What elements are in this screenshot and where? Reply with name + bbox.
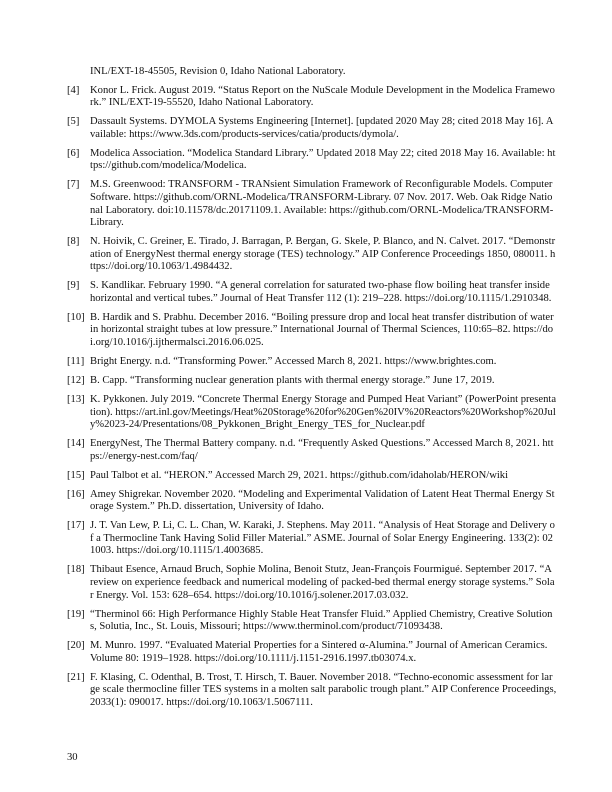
reference-text: Bright Energy. n.d. “Transforming Power.” Accessed March 8, 2021. https://www.brightes.com.	[90, 356, 497, 368]
reference-item	[67, 148, 557, 173]
reference-continuation: INL/EXT-18-45505, Revision 0, Idaho National Laboratory.	[90, 66, 346, 77]
reference-text: Konor L. Frick. August 2019. “Status Report on the NuScale Module Development in the Modelica Framework.” INL/EXT-19-55520, Idaho National Laboratory.	[90, 84, 555, 109]
reference-number: [21]	[67, 671, 85, 683]
reference-text: M.S. Greenwood: TRANSFORM - TRANsient Simulation Framework of Reconfigurable Models. Computer Software. https://github.com/ORNL-Modelica/TRANSFORM-Library. 07 Nov. 2017. Web. Oak Ridge National Laboratory. doi:10.11578/dc.20171109.1. Available: https://github.com/ORNL-Modelica/TRANSFORM-Library.	[90, 179, 554, 229]
page-number: 30	[67, 752, 78, 763]
reference-text: S. Kandlikar. February 1990. “A general correlation for saturated two-phase flow boiling heat transfer inside horizontal and vertical tubes.” Journal of Heat Transfer 112 (1): 219–228. https://doi.org/10.1115/1.2910348.	[90, 280, 552, 304]
reference-text: M. Munro. 1997. “Evaluated Material Properties for a Sintered α-Alumina.” Journal of American Ceramics. Volume 80: 1919–1928. https://doi.org/10.1111/j.1151-2916.1997.tb03074.x.	[90, 640, 548, 664]
reference-item	[67, 609, 557, 634]
reference-text: B. Hardik and S. Prabhu. December 2016. “Boiling pressure drop and local heat transfer distribution of water in horizontal straight tubes at low pressure.” International Journal of Thermal Sciences, 110:65–82. https://doi.org/10.1016/j.ijthermalsci.2016.06.025.	[90, 311, 554, 349]
reference-text: K. Pykkonen. July 2019. “Concrete Thermal Energy Storage and Pumped Heat Variant” (PowerPoint presentation). https://art.inl.gov/Meetings/Heat%20Storage%20for%20Gen%20IV%20Reactors%20Workshop%20July%2023-24/Presentations/08_Pykkonen_Bright_Energy_TES_for_Nuclear.pdf	[90, 393, 557, 431]
reference-number: [17]	[67, 520, 85, 532]
reference-number: [15]	[67, 469, 85, 481]
reference-item	[67, 520, 557, 558]
reference-text: N. Hoivik, C. Greiner, E. Tirado, J. Barragan, P. Bergan, G. Skele, P. Blanco, and N. Calvet. 2017. “Demonstration of EnergyNest thermal energy storage (TES) technology.” AIP Conference Proceedings 1850, 080011. https://doi.org/10.1063/1.4984432.	[90, 236, 556, 273]
reference-item	[67, 312, 557, 350]
reference-item	[67, 280, 557, 305]
reference-number: [7]	[67, 179, 80, 191]
reference-number: [10]	[67, 311, 85, 323]
reference-item	[67, 672, 557, 710]
reference-text: Modelica Association. “Modelica Standard Library.” Updated 2018 May 22; cited 2018 May 16. Available: https://github.com/modelica/Modelica.	[90, 147, 556, 172]
reference-item	[67, 489, 557, 514]
reference-number: [8]	[67, 236, 80, 248]
reference-list	[67, 66, 557, 716]
reference-number: [20]	[67, 640, 85, 652]
reference-text: EnergyNest, The Thermal Battery company. n.d. “Frequently Asked Questions.” Accessed March 8, 2021. https://energy-nest.com/faq/	[90, 438, 554, 462]
reference-text: Amey Shigrekar. November 2020. “Modeling and Experimental Validation of Latent Heat Thermal Energy Storage System.” Ph.D. dissertation, University of Idaho.	[90, 488, 555, 513]
reference-number: [14]	[67, 438, 85, 450]
reference-number: [19]	[67, 608, 85, 620]
reference-item	[67, 116, 557, 141]
reference-text: F. Klasing, C. Odenthal, B. Trost, T. Hirsch, T. Bauer. November 2018. “Techno-economic assessment for large scale thermocline filler TES systems in a molten salt parabolic trough plant.” AIP Conference Proceedings, 2033(1): 090017. https://doi.org/10.1063/1.5067111.	[90, 671, 557, 708]
reference-text: J. T. Van Lew, P. Li, C. L. Chan, W. Karaki, J. Stephens. May 2011. “Analysis of Heat Storage and Delivery of a Thermocline Tank Having Solid Filler Material.” ASME. Journal of Solar Energy Engineering. 133(2): 021003. https://doi.org/10.1115/1.4003685.	[90, 520, 555, 557]
reference-text: B. Capp. “Transforming nuclear generation plants with thermal energy storage.” June 17, 2019.	[90, 375, 495, 386]
reference-number: [12]	[67, 375, 85, 386]
reference-text: Thibaut Esence, Arnaud Bruch, Sophie Molina, Benoit Stutz, Jean-François Fourmigué. September 2017. “A review on experience feedback and numerical modeling of packed-bed thermal energy storage systems.” Solar Energy. Vol. 153: 628–654. https://doi.org/10.1016/j.solener.2017.03.032.	[90, 564, 555, 601]
reference-item	[67, 564, 557, 602]
reference-item	[67, 85, 557, 110]
reference-item	[67, 438, 557, 463]
reference-item	[67, 394, 557, 432]
reference-number: [16]	[67, 488, 85, 500]
reference-text: Dassault Systems. DYMOLA Systems Engineering [Internet]. [updated 2020 May 28; cited 2018 May 16]. Available: https://www.3ds.com/products-services/catia/products/dymola/.	[90, 116, 554, 140]
reference-item	[67, 356, 557, 369]
reference-item	[67, 179, 557, 229]
reference-number: [11]	[67, 356, 85, 368]
reference-item	[67, 236, 557, 274]
reference-number: [18]	[67, 564, 85, 576]
reference-number: [4]	[67, 84, 80, 96]
reference-text: Paul Talbot et al. “HERON.” Accessed March 29, 2021. https://github.com/idaholab/HERON/wiki	[90, 469, 509, 481]
reference-number: [13]	[67, 393, 85, 405]
reference-item	[67, 375, 557, 388]
reference-item	[67, 640, 557, 665]
reference-number: [5]	[67, 116, 80, 128]
reference-number: [6]	[67, 147, 80, 159]
reference-number: [9]	[67, 280, 80, 292]
reference-item	[67, 470, 557, 483]
reference-text: “Therminol 66: High Performance Highly Stable Heat Transfer Fluid.” Applied Chemistry, Creative Solutions, Solutia, Inc., St. Louis, Missouri; https://www.therminol.com/product/71093438.	[90, 608, 553, 633]
